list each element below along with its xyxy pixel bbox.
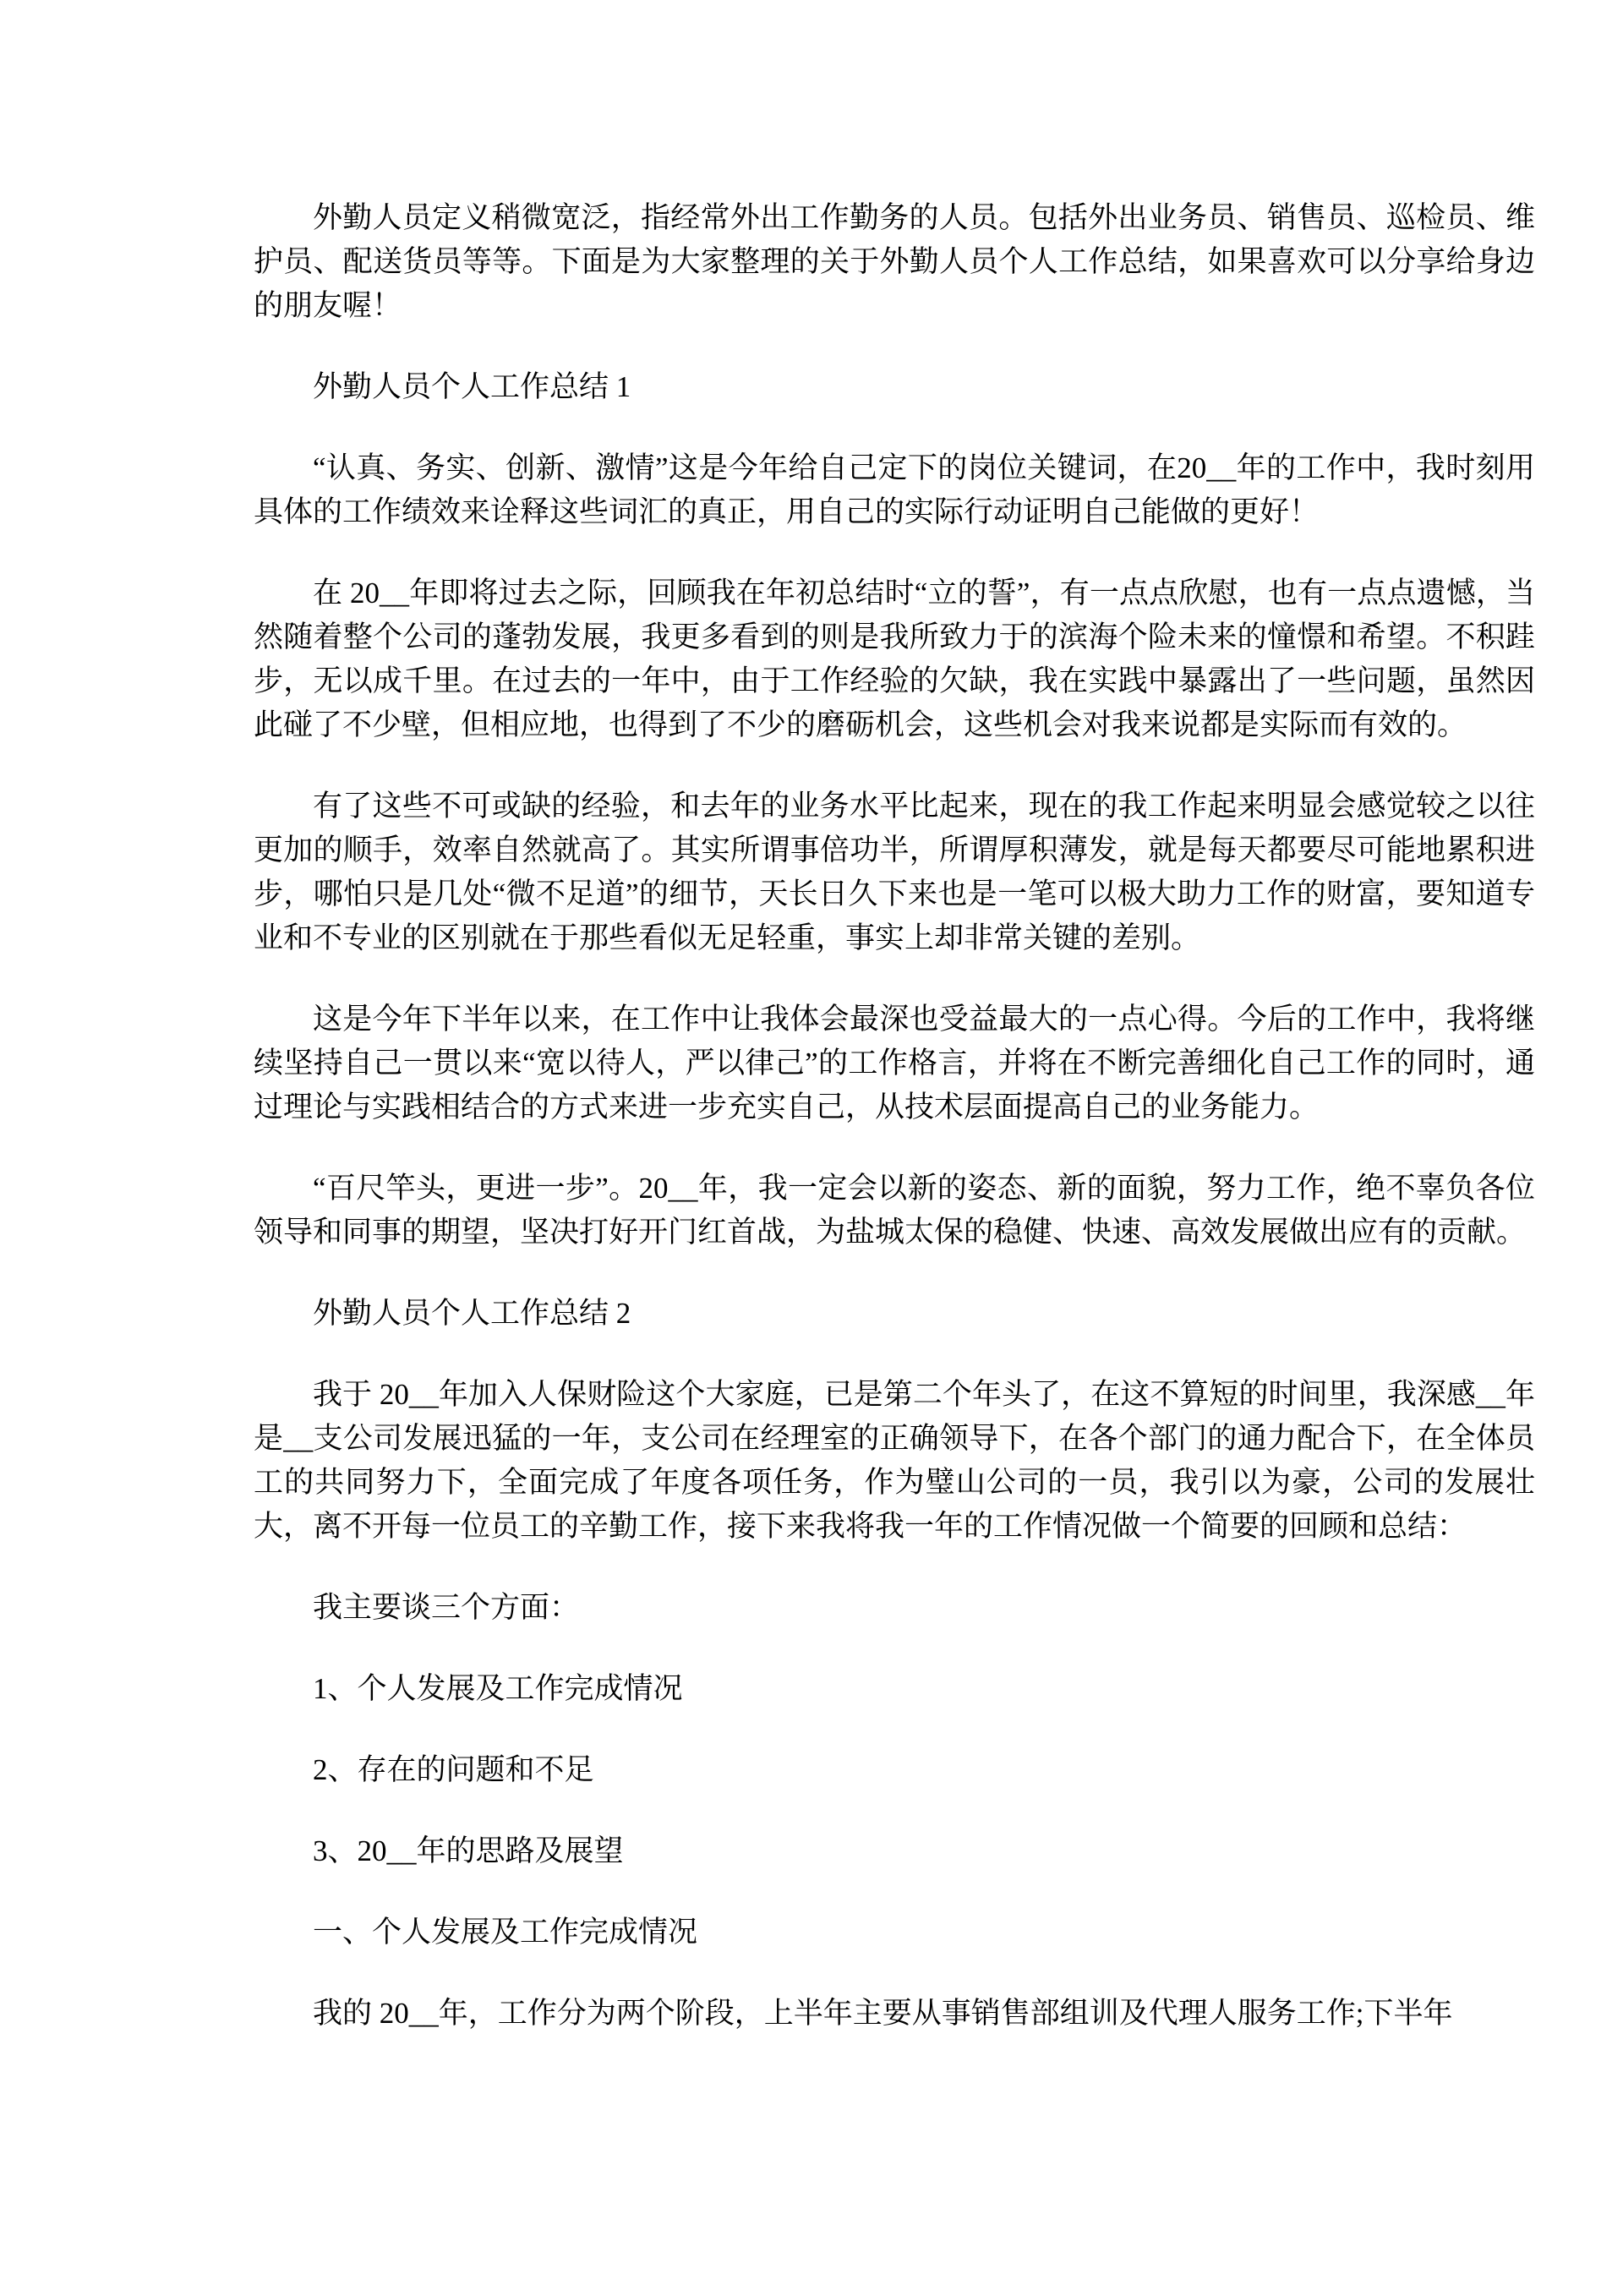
paragraph: 一、个人发展及工作完成情况 (313, 1916, 698, 1949)
paragraph: 我于 20__年加入人保财险这个大家庭，已是第二个年头了，在这不算短的时间里，我深感__年是__支公司发展迅猛的一年，支公司在经理室的正确领导下，在各个部门的通力配合下，在全体员工的共同努力下，全面完成了年度各项任务，作为璧山公司的一员，我引以为豪，公司的发展壮大，离不开每一位员工的辛勤工作，接下来我将我一年的工作情况做一个简要的回顾和总结： (254, 1378, 1535, 1543)
paragraph: 1、个人发展及工作完成情况 (313, 1672, 683, 1705)
paragraph: 在 20__年即将过去之际，回顾我在年初总结时“立的誓”，有一点点欣慰，也有一点点遗憾，当然随着整个公司的蓬勃发展，我更多看到的则是我所致力于的滨海个险未来的憧憬和希望。不积跬步，无以成千里。在过去的一年中，由于工作经验的欠缺，我在实践中暴露出了一些问题，虽然因此碰了不少壁，但相应地，也得到了不少的磨砺机会，这些机会对我来说都是实际而有效的。 (254, 577, 1535, 741)
section-heading: 外勤人员个人工作总结 1 (313, 370, 631, 403)
paragraph: 我的 20__年，工作分为两个阶段，上半年主要从事销售部组训及代理人服务工作;下半年 (313, 1997, 1453, 2030)
section-heading: 外勤人员个人工作总结 2 (313, 1297, 631, 1330)
paragraph: “认真、务实、创新、激情”这是今年给自己定下的岗位关键词，在20__年的工作中，我时刻用具体的工作绩效来诠释这些词汇的真正，用自己的实际行动证明自己能做的更好！ (254, 451, 1535, 528)
paragraph: 2、存在的问题和不足 (313, 1753, 594, 1786)
paragraph: 外勤人员定义稍微宽泛，指经常外出工作勤务的人员。包括外出业务员、销售员、巡检员、维护员、配送货员等等。下面是为大家整理的关于外勤人员个人工作总结，如果喜欢可以分享给身边的朋友喔！ (254, 201, 1535, 322)
paragraph: 3、20__年的思路及展望 (313, 1834, 624, 1867)
paragraph: 我主要谈三个方面： (313, 1591, 580, 1624)
paragraph: 这是今年下半年以来，在工作中让我体会最深也受益最大的一点心得。今后的工作中，我将继续坚持自己一贯以来“宽以待人，严以律己”的工作格言，并将在不断完善细化自己工作的同时，通过理论与实践相结合的方式来进一步充实自己，从技术层面提高自己的业务能力。 (254, 1003, 1535, 1123)
paragraph: 有了这些不可或缺的经验，和去年的业务水平比起来，现在的我工作起来明显会感觉较之以往更加的顺手，效率自然就高了。其实所谓事倍功半，所谓厚积薄发，就是每天都要尽可能地累积进步，哪怕只是几处“微不足道”的细节，天长日久下来也是一笔可以极大助力工作的财富，要知道专业和不专业的区别就在于那些看似无足轻重，事实上却非常关键的差别。 (254, 790, 1535, 954)
paragraph: “百尺竿头，更进一步”。20__年，我一定会以新的姿态、新的面貌，努力工作，绝不辜负各位领导和同事的期望，坚决打好开门红首战，为盐城太保的稳健、快速、高效发展做出应有的贡献。 (254, 1172, 1535, 1249)
document-content (254, 196, 1535, 2073)
